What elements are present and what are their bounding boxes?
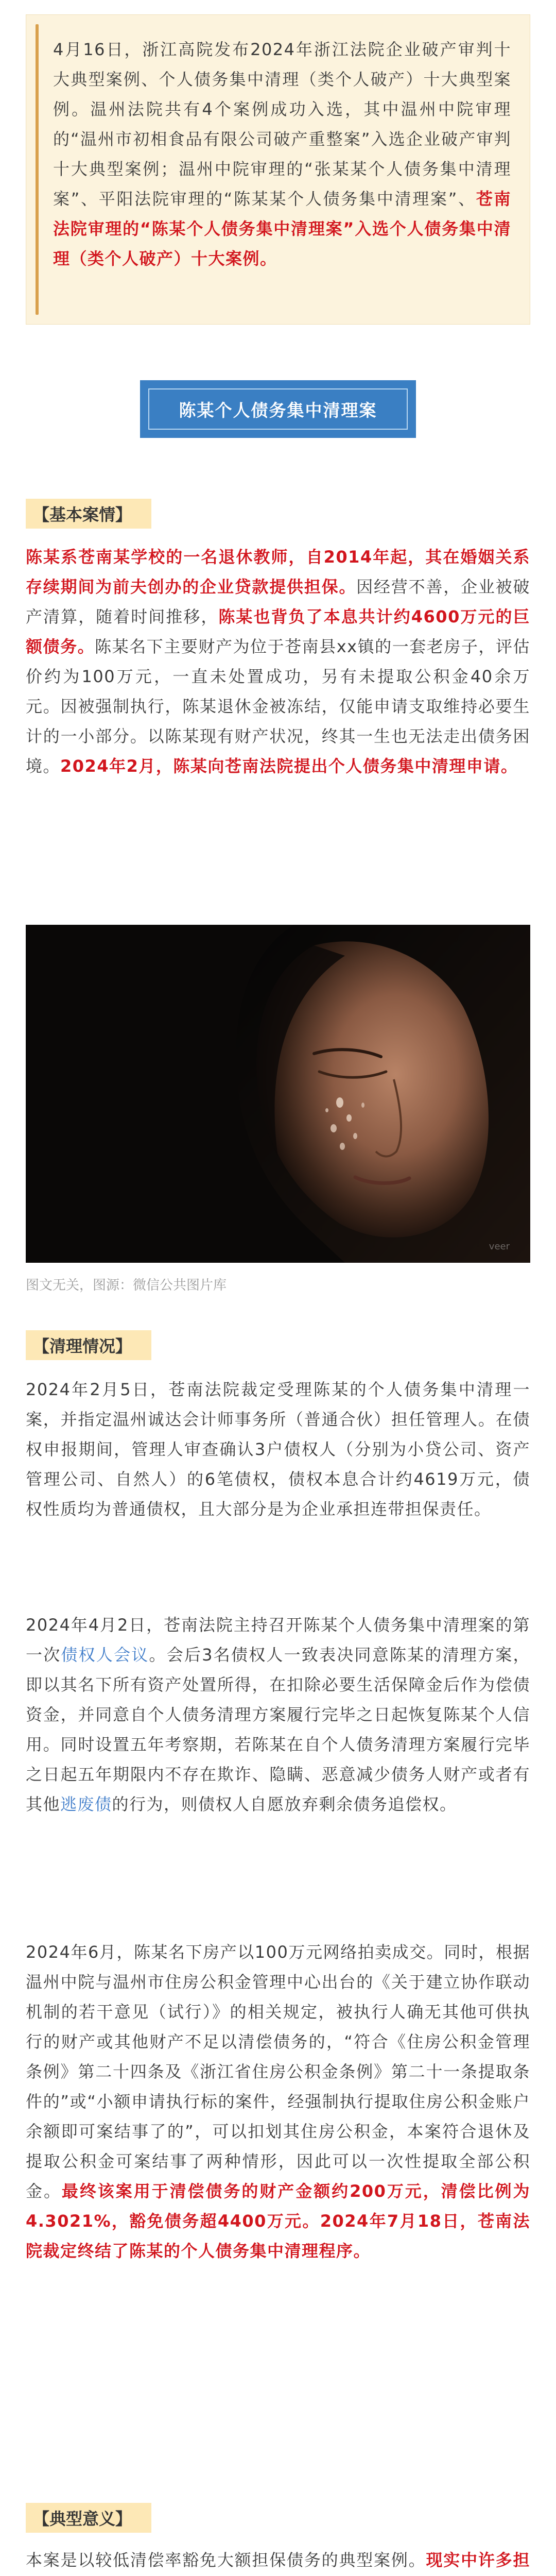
clearing-text-2b: 。会后3名债权人一致表决同意陈某的清理方案，即以其名下所有资产处置所得，在扣除必要生活保障金后作为偿债资金，并同意自个人债务清理方案履行完毕之日起恢复陈某个人信用。同时设置五年考察期，若陈某在自个人债务清理方案履行完毕之日起五年期限内不存在欺诈、隐瞒、恶意减少债务人财产或者有其他	[26, 1645, 530, 1814]
clearing-text-2c: 的行为，则债权人自愿放弃剩余债务追偿权。	[112, 1794, 457, 1814]
intro-accent-bar	[36, 24, 39, 315]
woman-portrait-image	[26, 925, 530, 1263]
photo-caption: 图文无关，图源：微信公共图片库	[26, 1278, 227, 1293]
case-title: 陈某个人债务集中清理案	[148, 388, 408, 430]
section-heading-significance: 【典型意义】	[26, 2503, 151, 2533]
clearing-text-2a: 2024年4月2日，苍南法院主持召开陈某个人债务集中清理案的第一次	[26, 1615, 530, 1665]
intro-highlight: 苍南法院审理的“陈某个人债务集中清理案”入选个人债务集中清理（类个人破产）十大案例。	[53, 189, 511, 268]
significance-highlight: 现实中许多担	[426, 2550, 530, 2570]
debt-evasion-link[interactable]: 逃废债	[60, 1794, 112, 1814]
section-heading-basic: 【基本案情】	[26, 499, 151, 529]
clearing-highlight-3: 最终该案用于清偿债务的财产金额约200万元，清偿比例为4.3021%，豁免债务超4400万元。2024年7月18日，苍南法院裁定终结了陈某的个人债务集中清理程序。	[26, 2181, 530, 2261]
basic-text-2: 陈某名下主要财产为位于苍南县xx镇的一套老房子，评估价约为100万元，一直未处置成功，另有未提取公积金40余万元。因被强制执行，陈某退休金被冻结，仅能申请支取维持必要生计的一小部分。以陈某现有财产状况，终其一生也无法走出债务困境。	[26, 637, 530, 776]
basic-highlight-3: 2024年2月，陈某向苍南法院提出个人债务集中清理申请。	[60, 756, 518, 776]
intro-summary-box	[26, 14, 530, 325]
intro-paragraph: 4月16日，浙江高院发布2024年浙江法院企业破产审判十大典型案例、个人债务集中清理（类个人破产）十大典型案例。温州法院共有4个案例成功入选，其中温州中院审理的“温州市初相食品有限公司破产重整案”入选企业破产审判十大典型案例；温州中院审理的“张某某个人债务集中清理案”、平阳法院审理的“陈某某个人债务集中清理案”、	[53, 40, 511, 209]
basic-highlight-1: 陈某系苍南某学校的一名退休教师，自2014年起，其在婚姻关系存续期间为前夫创办的企业贷款提供担保。	[26, 547, 530, 597]
creditors-meeting-link[interactable]: 债权人会议	[61, 1645, 149, 1665]
article-photo	[26, 925, 530, 1263]
basic-facts-paragraph	[26, 542, 530, 781]
photo-watermark: veer	[489, 1241, 510, 1252]
clearing-paragraph-3	[26, 1937, 530, 2266]
significance-paragraph	[26, 2545, 530, 2576]
case-title-banner	[140, 380, 416, 438]
clearing-text-3: 2024年6月，陈某名下房产以100万元网络拍卖成交。同时，根据温州中院与温州市住房公积金管理中心出台的《关于建立协作联动机制的若干意见（试行）》的相关规定，被执行人确无其他可供执行的财产或其他财产不足以清偿债务的，“符合《住房公积金管理条例》第二十四条及《浙江省住房公积金条例》第二十一条提取条件的”或“小额申请执行标的案件，经强制执行提取住房公积金账户余额即可案结事了的”，可以扣划其住房公积金，本案符合退休及提取公积金可案结事了两种情形，因此可以一次性提取全部公积金。	[26, 1942, 530, 2201]
significance-text-a: 本案是以较低清偿率豁免大额担保债务的典型案例。	[26, 2550, 426, 2570]
intro-text	[53, 35, 511, 274]
clearing-paragraph-2	[26, 1610, 530, 1819]
clearing-paragraph-1: 2024年2月5日，苍南法院裁定受理陈某的个人债务集中清理一案，并指定温州诚达会计师事务所（普通合伙）担任管理人。在债权申报期间，管理人审查确认3户债权人（分别为小贷公司、资产管理公司、自然人）的6笔债权，债权本息合计约4619万元，债权性质均为普通债权，且大部分是为企业承担连带担保责任。	[26, 1380, 530, 1519]
basic-highlight-2: 陈某也背负了本息共计约4600万元的巨额债务。	[26, 607, 530, 656]
basic-text-1: 因经营不善，企业被破产清算，随着时间推移，	[26, 577, 530, 626]
section-heading-clearing: 【清理情况】	[26, 1330, 151, 1360]
